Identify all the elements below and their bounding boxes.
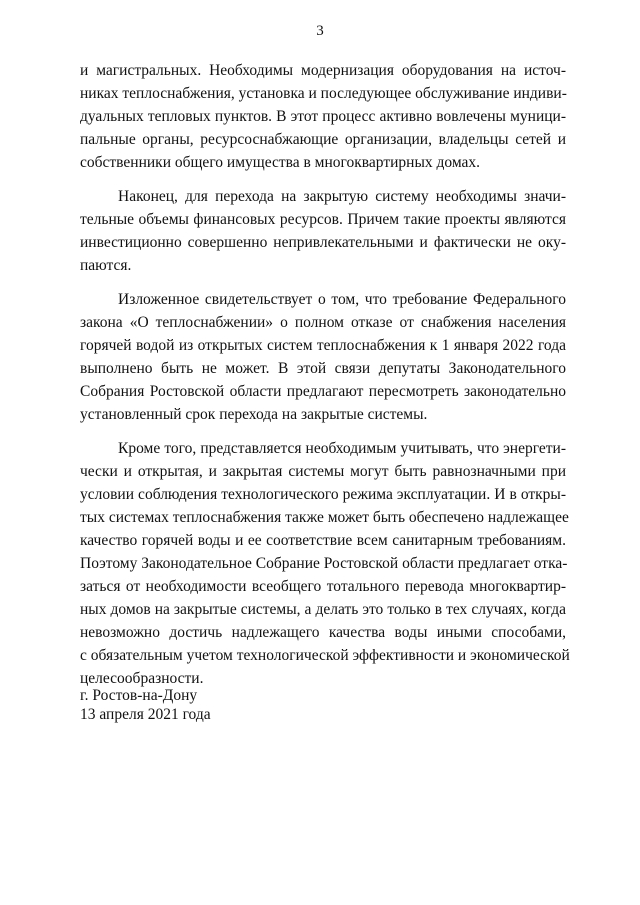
text-line: целесообразности. [80,670,204,687]
text-line: тых системах теплоснабжения также может быть обеспечено надлежащее [80,509,569,526]
paragraph-modernization [80,59,566,174]
text-line: Изложенное свидетельствует о том, что требование Федерального [118,291,566,308]
text-line: качество горячей воды и ее соответствие всем санитарным требованиям. [80,532,566,549]
text-line: Собрания Ростовской области предлагают пересмотреть законодательно [80,383,566,400]
signature-place: г. Ростов-на-Дону [80,687,198,704]
text-line: горячей водой из открытых систем теплоснабжения к 1 января 2022 года [80,337,566,354]
text-line: инвестиционно совершенно непривлекательными и фактически не оку- [80,234,566,251]
signature-date: 13 апреля 2021 года [80,706,211,723]
text-line: закона «О теплоснабжении» о полном отказе от снабжения населения [80,314,566,331]
text-line: Наконец, для перехода на закрытую систему необходимы значи- [118,188,566,205]
page-number: 3 [316,23,324,39]
text-line: невозможно достичь надлежащего качества воды иными способами, [80,624,566,641]
document-body [80,59,570,701]
text-line: с обязательным учетом технологической эффективности и экономической [80,647,570,664]
text-line: ных домов на закрытые системы, а делать это только в тех случаях, когда [80,601,566,618]
paragraph-financing [80,185,566,277]
text-line: тельные объемы финансовых ресурсов. Причем такие проекты являются [80,211,566,228]
text-line: Поэтому Законодательное Собрание Ростовской области предлагает отка- [80,555,568,572]
text-line: пальные органы, ресурсоснабжающие организации, владельцы сетей и [80,131,566,148]
paragraph-proposal [80,437,570,690]
text-line: установленный срок перехода на закрытые системы. [80,406,428,423]
text-line: выполнено быть не может. В этой связи депутаты Законодательного [80,360,566,377]
text-line: чески и открытая, и закрытая системы могут быть равнозначными при [80,463,566,480]
text-line: паются. [80,257,132,274]
text-line: никах теплоснабжения, установка и последующее обслуживание индиви- [80,85,567,102]
text-line: собственники общего имущества в многоквартирных домах. [80,154,481,171]
text-line: условии соблюдения технологического режима эксплуатации. И в откры- [80,486,566,503]
text-line: дуальных тепловых пунктов. В этот процесс активно вовлечены муници- [80,108,566,125]
place-date-block [80,686,211,724]
text-line: Кроме того, представляется необходимым учитывать, что энергети- [118,440,566,457]
paragraph-conclusion [80,288,566,426]
text-line: заться от необходимости всеобщего тотального перевода многоквартир- [80,578,566,595]
text-line: и магистральных. Необходимы модернизация оборудования на источ- [80,62,566,79]
